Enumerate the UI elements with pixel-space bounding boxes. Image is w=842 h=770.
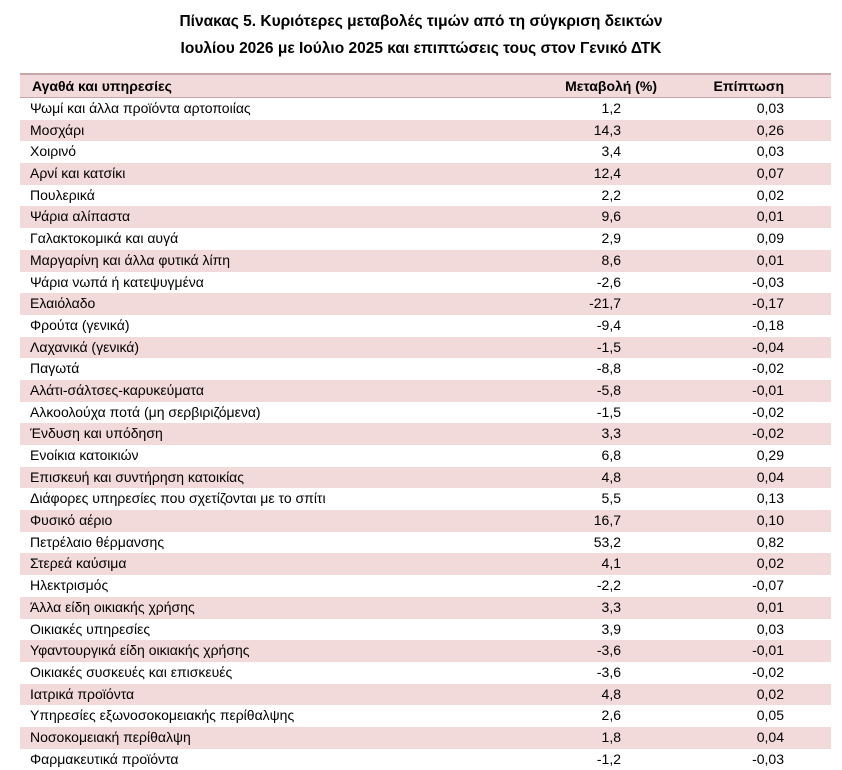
cell-change-percent: 8,6	[601, 251, 621, 268]
cell-effect: -0,01	[752, 381, 784, 398]
cell-effect: 0,09	[756, 230, 784, 247]
cell-change-percent: -3,6	[596, 642, 621, 659]
cell-goods-services: Διάφορες υπηρεσίες που σχετίζονται με το σπίτι	[30, 490, 326, 507]
cell-goods-services: Αλάτι-σάλτσες-καρυκεύματα	[30, 381, 204, 398]
table-title-line-2: Ιουλίου 2026 με Ιούλιο 2025 και επιπτώσεις τους στον Γενικό ΔΤΚ	[180, 40, 662, 57]
cell-effect: -0,02	[752, 663, 784, 680]
cell-change-percent: 4,8	[601, 468, 621, 485]
cell-change-percent: 14,3	[593, 121, 621, 138]
table-row	[20, 619, 831, 641]
cell-change-percent: 3,3	[601, 598, 621, 615]
cell-effect: -0,02	[752, 403, 784, 420]
table-row	[20, 510, 831, 532]
cell-goods-services: Λαχανικά (γενικά)	[30, 338, 140, 355]
cell-effect: 0,13	[756, 490, 784, 507]
cell-effect: 0,02	[756, 186, 784, 203]
column-header-change: Μεταβολή (%)	[565, 78, 657, 94]
cell-effect: -0,03	[752, 273, 784, 290]
cell-goods-services: Ηλεκτρισμός	[30, 577, 109, 594]
cell-goods-services: Υπηρεσίες εξωνοσοκομειακής περίθαλψης	[30, 707, 295, 724]
table-row	[20, 597, 831, 619]
cell-change-percent: 53,2	[593, 533, 621, 550]
cell-change-percent: 3,9	[601, 620, 621, 637]
cell-effect: -0,17	[752, 295, 784, 312]
cell-goods-services: Γαλακτοκομικά και αυγά	[30, 230, 179, 247]
cell-change-percent: 1,8	[601, 728, 621, 745]
cell-goods-services: Ένδυση και υπόδηση	[30, 425, 163, 442]
table-row	[20, 684, 831, 706]
cell-effect: -0,03	[752, 750, 784, 767]
cell-goods-services: Μοσχάρι	[30, 121, 85, 138]
table-row	[20, 206, 831, 228]
cell-change-percent: 9,6	[601, 208, 621, 225]
table-row	[20, 272, 831, 294]
cell-goods-services: Οικιακές συσκευές και επισκευές	[30, 663, 233, 680]
cell-change-percent: -8,8	[596, 360, 621, 377]
cell-change-percent: 3,4	[601, 143, 621, 160]
cell-change-percent: -3,6	[596, 663, 621, 680]
cell-effect: 0,03	[756, 100, 784, 116]
table-row	[20, 380, 831, 402]
table-row	[20, 337, 831, 359]
cell-change-percent: 16,7	[593, 512, 621, 529]
cell-goods-services: Άλλα είδη οικιακής χρήσης	[30, 598, 195, 615]
table-row	[20, 662, 831, 684]
table-row	[20, 185, 831, 207]
cell-effect: 0,04	[756, 728, 784, 745]
cell-goods-services: Επισκευή και συντήρηση κατοικίας	[30, 468, 245, 485]
table-row	[20, 120, 831, 142]
table-row	[20, 705, 831, 727]
cell-change-percent: -1,5	[596, 338, 621, 355]
column-header-effect: Επίπτωση	[713, 78, 784, 94]
cell-change-percent: -9,4	[596, 316, 621, 333]
cell-goods-services: Φρούτα (γενικά)	[30, 316, 130, 333]
cell-change-percent: 3,3	[601, 425, 621, 442]
cell-goods-services: Πουλερικά	[30, 186, 95, 203]
table-row	[20, 293, 831, 315]
cell-change-percent: -2,2	[596, 577, 621, 594]
cell-goods-services: Ελαιόλαδο	[30, 295, 96, 312]
cell-goods-services: Στερεά καύσιμα	[30, 555, 127, 572]
cell-effect: 0,07	[756, 165, 784, 182]
cell-goods-services: Ψάρια αλίπαστα	[30, 208, 131, 225]
cell-effect: 0,10	[756, 512, 784, 529]
cell-change-percent: -5,8	[596, 381, 621, 398]
cell-change-percent: 5,5	[601, 490, 621, 507]
cell-goods-services: Οικιακές υπηρεσίες	[30, 620, 151, 637]
table-row	[20, 250, 831, 272]
table-row	[20, 228, 831, 250]
cell-effect: -0,01	[752, 642, 784, 659]
cell-goods-services: Φυσικό αέριο	[30, 512, 113, 529]
cell-change-percent: -2,6	[596, 273, 621, 290]
cell-goods-services: Αλκοολούχα ποτά (μη σερβιριζόμενα)	[30, 403, 261, 420]
cell-goods-services: Ενοίκια κατοικιών	[30, 447, 139, 463]
cell-change-percent: 2,2	[601, 186, 621, 203]
cell-goods-services: Παγωτά	[30, 360, 80, 377]
table-row	[20, 467, 831, 489]
cell-change-percent: -21,7	[589, 295, 621, 312]
cell-change-percent: 2,6	[601, 707, 621, 724]
cell-effect: 0,02	[756, 685, 784, 702]
cell-goods-services: Υφαντουργικά είδη οικιακής χρήσης	[30, 642, 250, 659]
cell-effect: 0,82	[756, 533, 784, 550]
cell-change-percent: -1,2	[596, 750, 621, 767]
cell-goods-services: Ψωμί και άλλα προϊόντα αρτοποιίας	[30, 100, 251, 116]
table-header-row	[20, 73, 831, 98]
cell-effect: 0,03	[756, 143, 784, 160]
table-row	[20, 553, 831, 575]
cell-effect: 0,26	[756, 121, 784, 138]
cell-change-percent: 2,9	[601, 230, 621, 247]
cell-effect: -0,07	[752, 577, 784, 594]
cell-goods-services: Φαρμακευτικά προϊόντα	[30, 750, 179, 767]
table-row	[20, 423, 831, 445]
cell-effect: -0,02	[752, 425, 784, 442]
table-row	[20, 163, 831, 185]
table-title-line-1: Πίνακας 5. Κυριότερες μεταβολές τιμών από τη σύγκριση δεικτών	[179, 13, 663, 30]
column-header-goods-services: Αγαθά και υπηρεσίες	[32, 78, 172, 94]
table-row	[20, 727, 831, 749]
table-row	[20, 749, 831, 770]
cell-change-percent: 12,4	[593, 165, 621, 182]
cell-goods-services: Ψάρια νωπά ή κατεψυγμένα	[30, 273, 204, 290]
cell-goods-services: Πετρέλαιο θέρμανσης	[30, 533, 165, 550]
cell-effect: 0,01	[756, 251, 784, 268]
table-body	[20, 98, 831, 770]
table-row	[20, 141, 831, 163]
table-row	[20, 532, 831, 554]
cell-change-percent: 4,1	[601, 555, 621, 572]
table-row	[20, 640, 831, 662]
cell-change-percent: 1,2	[601, 100, 621, 116]
cell-goods-services: Χοιρινό	[30, 143, 77, 160]
cell-goods-services: Νοσοκομειακή περίθαλψη	[30, 728, 191, 745]
cell-goods-services: Ιατρικά προϊόντα	[30, 685, 135, 702]
table-row	[20, 488, 831, 510]
table-row	[20, 98, 831, 120]
table-row	[20, 402, 831, 424]
table-row	[20, 575, 831, 597]
table-row	[20, 315, 831, 337]
cell-effect: -0,02	[752, 360, 784, 377]
cell-goods-services: Αρνί και κατσίκι	[30, 165, 126, 182]
cell-effect: 0,04	[756, 468, 784, 485]
cell-effect: -0,18	[752, 316, 784, 333]
cell-effect: 0,29	[756, 447, 784, 463]
cell-change-percent: 4,8	[601, 685, 621, 702]
cell-effect: 0,02	[756, 555, 784, 572]
cell-effect: -0,04	[752, 338, 784, 355]
cell-change-percent: -1,5	[596, 403, 621, 420]
cell-effect: 0,01	[756, 208, 784, 225]
table-row	[20, 358, 831, 380]
table-row	[20, 445, 831, 467]
cell-effect: 0,03	[756, 620, 784, 637]
cell-effect: 0,05	[756, 707, 784, 724]
cell-effect: 0,01	[756, 598, 784, 615]
cell-goods-services: Μαργαρίνη και άλλα φυτικά λίπη	[30, 251, 231, 268]
cell-change-percent: 6,8	[601, 447, 621, 463]
price-changes-table	[20, 73, 831, 770]
